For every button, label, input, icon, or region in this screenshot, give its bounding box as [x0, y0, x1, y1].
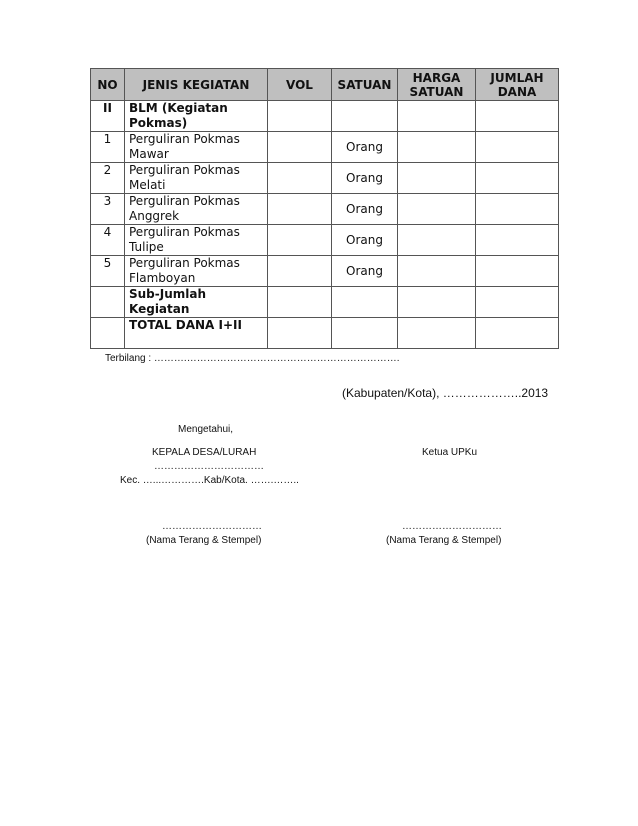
row-harga [398, 318, 476, 349]
ketua-upk-title: Ketua UPKu [422, 447, 478, 458]
row-jenis-line1: Sub-Jumlah [129, 287, 207, 301]
table-row [91, 132, 559, 163]
row-jenis-line2: Flamboyan [129, 271, 196, 285]
mengetahui-label: Mengetahui, [178, 424, 234, 435]
row-jenis-line2: Melati [129, 178, 166, 192]
table-header-row [91, 69, 559, 101]
row-jenis-line1: BLM (Kegiatan [129, 101, 228, 115]
row-satuan [332, 101, 398, 132]
row-jumlah [476, 318, 559, 349]
row-jumlah [476, 256, 559, 287]
row-jenis-line1: Perguliran Pokmas [129, 132, 240, 146]
row-jenis-line2: Mawar [129, 147, 169, 161]
row-harga [398, 225, 476, 256]
signature-dots-right: ………………………… [402, 521, 502, 532]
row-jenis [125, 163, 268, 194]
row-harga [398, 163, 476, 194]
header-vol: VOL [268, 69, 332, 101]
row-jenis [125, 256, 268, 287]
row-jumlah [476, 194, 559, 225]
row-no [91, 287, 125, 318]
header-jenis-kegiatan: JENIS KEGIATAN [125, 69, 268, 101]
row-jenis-line1: Perguliran Pokmas [129, 225, 240, 239]
row-jenis [125, 101, 268, 132]
row-no: 5 [91, 256, 125, 287]
kec-kab-line: Kec. …...………….Kab/Kota. …….…….. [120, 475, 299, 486]
row-vol [268, 225, 332, 256]
row-harga [398, 194, 476, 225]
row-no: 2 [91, 163, 125, 194]
row-jenis-line1: Perguliran Pokmas [129, 163, 240, 177]
row-jenis-line2: Kegiatan [129, 302, 190, 316]
row-satuan: Orang [332, 256, 398, 287]
row-vol [268, 163, 332, 194]
header-no: NO [91, 69, 125, 101]
row-vol [268, 194, 332, 225]
row-jenis-line2: Pokmas) [129, 116, 188, 130]
header-harga-satuan: HARGA SATUAN [398, 69, 476, 101]
table-row [91, 225, 559, 256]
row-jenis [125, 287, 268, 318]
header-satuan: SATUAN [332, 69, 398, 101]
row-satuan: Orang [332, 225, 398, 256]
row-no [91, 318, 125, 349]
row-satuan: Orang [332, 132, 398, 163]
table-row-subtotal [91, 287, 559, 318]
row-satuan [332, 318, 398, 349]
row-jumlah [476, 101, 559, 132]
row-no: 3 [91, 194, 125, 225]
row-jumlah [476, 287, 559, 318]
table-row [91, 194, 559, 225]
row-no: 1 [91, 132, 125, 163]
row-harga [398, 132, 476, 163]
kepala-dots: …………………………… [154, 461, 264, 472]
row-vol [268, 101, 332, 132]
row-jenis [125, 225, 268, 256]
row-jumlah [476, 132, 559, 163]
row-no: 4 [91, 225, 125, 256]
nama-terang-right: (Nama Terang & Stempel) [386, 535, 502, 546]
kepala-desa-title: KEPALA DESA/LURAH [152, 447, 257, 458]
row-harga [398, 101, 476, 132]
row-jenis-line1: Perguliran Pokmas [129, 256, 240, 270]
row-vol [268, 287, 332, 318]
budget-table [90, 68, 559, 349]
row-jenis [125, 132, 268, 163]
row-satuan: Orang [332, 194, 398, 225]
row-harga [398, 256, 476, 287]
row-satuan: Orang [332, 163, 398, 194]
header-jumlah-dana: JUMLAH DANA [476, 69, 559, 101]
table-row-total [91, 318, 559, 349]
row-jenis-line1: Perguliran Pokmas [129, 194, 240, 208]
row-satuan [332, 287, 398, 318]
row-no: II [91, 101, 125, 132]
row-vol [268, 132, 332, 163]
row-vol [268, 318, 332, 349]
nama-terang-left: (Nama Terang & Stempel) [146, 535, 262, 546]
row-jumlah [476, 163, 559, 194]
table-row [91, 163, 559, 194]
signature-dots-left: ………………………… [162, 521, 262, 532]
terbilang-line: Terbilang : ……….………………………………………………………. [105, 353, 400, 364]
row-jenis-line2: Anggrek [129, 209, 180, 223]
place-date: (Kabupaten/Kota), ………………..2013 [342, 386, 549, 400]
row-harga [398, 287, 476, 318]
row-vol [268, 256, 332, 287]
table-row [91, 256, 559, 287]
table-row [91, 101, 559, 132]
row-jenis [125, 194, 268, 225]
total-label: TOTAL DANA I+II [125, 318, 268, 349]
row-jenis-line2: Tulipe [129, 240, 164, 254]
row-jumlah [476, 225, 559, 256]
